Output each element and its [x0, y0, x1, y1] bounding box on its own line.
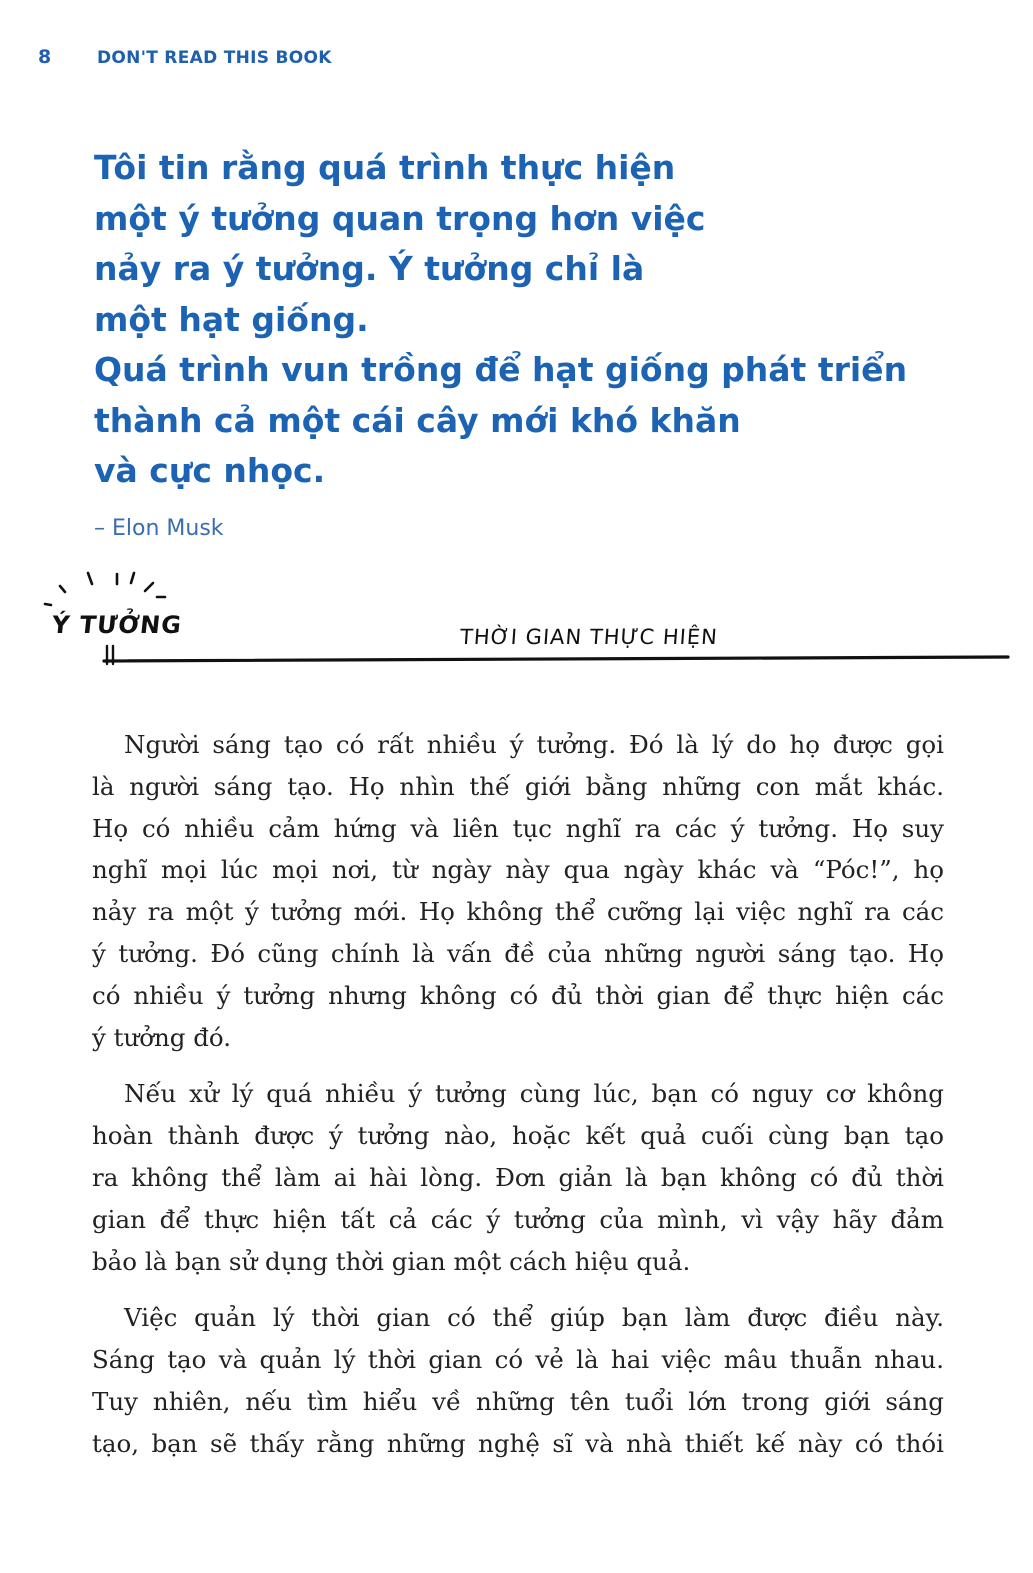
text-line: nghĩ mọi lúc mọi nơi, từ ngày này qua ngày khác và “Póc!”, họ [92, 855, 944, 885]
text-line: Sáng tạo và quản lý thời gian có vẻ là hai việc mâu thuẫn nhau. [92, 1345, 944, 1375]
idea-label: Ý TƯỞNG [50, 611, 184, 639]
pull-quote [94, 143, 974, 497]
text-line: gian để thực hiện tất cả các ý tưởng của mình, vì vậy hãy đảm [92, 1204, 944, 1234]
text-line: ý tưởng. Đó cũng chính là vấn đề của những người sáng tạo. Họ [92, 938, 944, 968]
sparkle-rays-icon [45, 573, 165, 605]
running-head: DON'T READ THIS BOOK [97, 48, 332, 68]
text-line: là người sáng tạo. Họ nhìn thế giới bằng những con mắt khác. [92, 771, 944, 801]
text-line: ý tưởng đó. [92, 1022, 232, 1052]
body-text [92, 724, 944, 1465]
execution-time-label: THỜI GIAN THỰC HIỆN [459, 625, 719, 649]
text-line: tạo, bạn sẽ thấy rằng những nghệ sĩ và nhà thiết kế này có thói [92, 1428, 944, 1458]
text-line: bảo là bạn sử dụng thời gian một cách hiệu quả. [92, 1246, 691, 1276]
quote-line: thành cả một cái cây mới khó khăn [94, 400, 741, 440]
quote-line: và cực nhọc. [94, 451, 326, 490]
paragraph [92, 724, 944, 1058]
timeline-line [104, 657, 1008, 661]
text-line: ra không thể làm ai hài lòng. Đơn giản là bạn không có đủ thời [92, 1162, 944, 1192]
quote-line: Quá trình vun trồng để hạt giống phát triển [94, 350, 908, 389]
quote-line: một hạt giống. [94, 299, 369, 339]
text-line: Họ có nhiều cảm hứng và liên tục nghĩ ra các ý tưởng. Họ suy [92, 813, 944, 843]
text-line: nảy ra một ý tưởng mới. Họ không thể cưỡng lại việc nghĩ ra các [92, 897, 944, 927]
text-line: có nhiều ý tưởng nhưng không có đủ thời gian để thực hiện các [92, 980, 944, 1010]
quote-line: Tôi tin rằng quá trình thực hiện [94, 148, 676, 187]
text-line: Nếu xử lý quá nhiều ý tưởng cùng lúc, bạn có nguy cơ không [124, 1079, 944, 1109]
paragraph [92, 1073, 944, 1282]
text-line: Tuy nhiên, nếu tìm hiểu về những tên tuổi lớn trong giới sáng [92, 1386, 944, 1416]
text-line: Người sáng tạo có rất nhiều ý tưởng. Đó là lý do họ được gọi [124, 730, 944, 759]
quote-line: nảy ra ý tưởng. Ý tưởng chỉ là [94, 249, 645, 288]
quote-attribution: – Elon Musk [94, 516, 224, 541]
text-line: Việc quản lý thời gian có thể giúp bạn làm được điều này. [124, 1303, 944, 1333]
paragraph [92, 1297, 944, 1464]
text-line: hoàn thành được ý tưởng nào, hoặc kết quả cuối cùng bạn tạo [92, 1121, 944, 1151]
page-number: 8 [38, 46, 52, 68]
quote-line: một ý tưởng quan trọng hơn việc [94, 198, 706, 238]
